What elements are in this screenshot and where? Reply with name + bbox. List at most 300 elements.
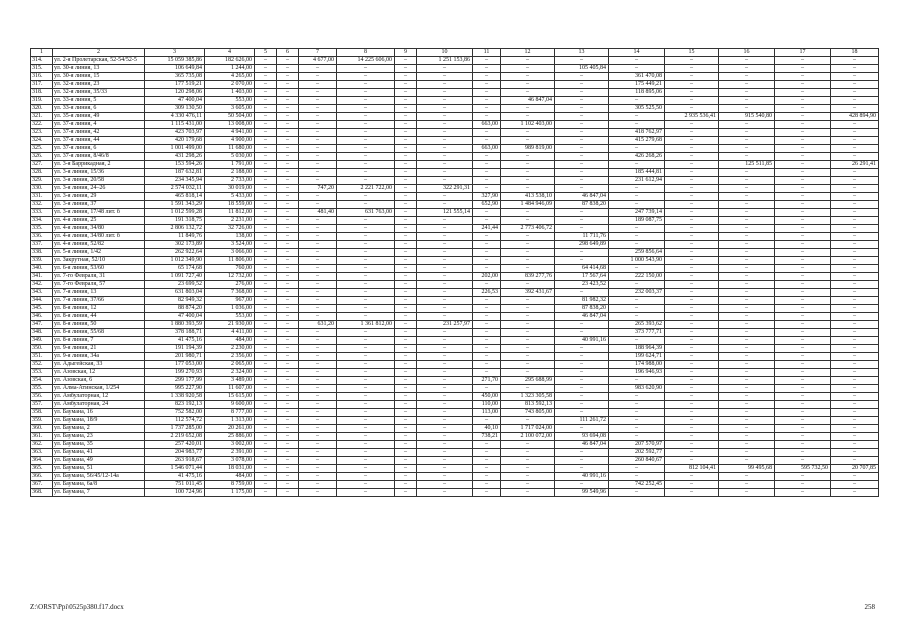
value-cell: – <box>665 145 719 153</box>
table-row <box>31 361 879 369</box>
row-index-cell: 368. <box>31 489 53 497</box>
value-cell: – <box>473 353 501 361</box>
value-cell: – <box>501 177 555 185</box>
value-cell: – <box>609 401 665 409</box>
value-cell: – <box>719 433 775 441</box>
value-cell: – <box>665 73 719 81</box>
value-cell: – <box>665 209 719 217</box>
value-cell: – <box>395 369 417 377</box>
value-cell: 40,10 <box>473 425 501 433</box>
value-cell: – <box>255 249 277 257</box>
value-cell: 189 087,75 <box>609 217 665 225</box>
value-cell: – <box>719 369 775 377</box>
value-cell: – <box>255 145 277 153</box>
value-cell: 25 886,00 <box>205 433 255 441</box>
value-cell: – <box>395 377 417 385</box>
row-index-cell: 325. <box>31 145 53 153</box>
value-cell: 663,00 <box>473 121 501 129</box>
address-cell: ул. 7-го Февраля, 31 <box>53 273 145 281</box>
value-cell: 2 574 032,11 <box>145 185 205 193</box>
value-cell: – <box>299 337 337 345</box>
value-cell: – <box>665 201 719 209</box>
value-cell: 64 414,68 <box>555 265 609 273</box>
value-cell: – <box>831 89 879 97</box>
row-index-cell: 330. <box>31 185 53 193</box>
value-cell: – <box>719 209 775 217</box>
value-cell: 4 265,00 <box>205 73 255 81</box>
value-cell: – <box>395 441 417 449</box>
row-index-cell: 335. <box>31 225 53 233</box>
value-cell: – <box>417 313 473 321</box>
value-cell: 113,00 <box>473 409 501 417</box>
value-cell: – <box>501 473 555 481</box>
value-cell: 3 489,00 <box>205 377 255 385</box>
column-number-header: 13 <box>555 49 609 57</box>
value-cell: – <box>831 425 879 433</box>
value-cell: – <box>337 113 395 121</box>
value-cell: – <box>555 289 609 297</box>
table-row <box>31 73 879 81</box>
value-cell: – <box>337 169 395 177</box>
value-cell: – <box>473 73 501 81</box>
value-cell: – <box>609 433 665 441</box>
value-cell: – <box>555 249 609 257</box>
value-cell: – <box>337 385 395 393</box>
value-cell: – <box>719 321 775 329</box>
value-cell: – <box>831 65 879 73</box>
address-cell: ул. 3-я линия, 29 <box>53 193 145 201</box>
value-cell: 4 941,00 <box>205 129 255 137</box>
value-cell: – <box>337 361 395 369</box>
value-cell: – <box>417 441 473 449</box>
value-cell: – <box>665 217 719 225</box>
value-cell: – <box>831 169 879 177</box>
value-cell: – <box>299 281 337 289</box>
value-cell: 2 935 536,41 <box>665 113 719 121</box>
value-cell: – <box>665 361 719 369</box>
value-cell: – <box>395 321 417 329</box>
value-cell: – <box>337 73 395 81</box>
value-cell: 378 188,71 <box>145 329 205 337</box>
column-number-header: 5 <box>255 49 277 57</box>
value-cell: – <box>831 417 879 425</box>
table-row <box>31 169 879 177</box>
column-number-header: 9 <box>395 49 417 57</box>
value-cell: – <box>775 313 831 321</box>
value-cell: 595 732,50 <box>775 465 831 473</box>
value-cell: – <box>501 233 555 241</box>
value-cell: – <box>719 329 775 337</box>
value-cell: 823 192,13 <box>145 401 205 409</box>
value-cell: – <box>665 257 719 265</box>
value-cell: – <box>609 97 665 105</box>
column-number-header: 10 <box>417 49 473 57</box>
value-cell: – <box>775 329 831 337</box>
value-cell: – <box>277 265 299 273</box>
value-cell: – <box>719 409 775 417</box>
value-cell: 327,90 <box>473 193 501 201</box>
value-cell: – <box>255 441 277 449</box>
value-cell: – <box>395 281 417 289</box>
table-row <box>31 345 879 353</box>
value-cell: – <box>609 121 665 129</box>
row-index-cell: 346. <box>31 313 53 321</box>
value-cell: 2 070,00 <box>205 81 255 89</box>
value-cell: – <box>555 481 609 489</box>
value-cell: – <box>719 441 775 449</box>
address-cell: ул. 3-я линия, 15/36 <box>53 169 145 177</box>
value-cell: 13 008,00 <box>205 121 255 129</box>
value-cell: 231 612,94 <box>609 177 665 185</box>
value-cell: – <box>417 473 473 481</box>
value-cell: – <box>665 249 719 257</box>
value-cell: – <box>501 241 555 249</box>
value-cell: – <box>501 81 555 89</box>
value-cell: – <box>665 177 719 185</box>
value-cell: – <box>337 265 395 273</box>
table-row <box>31 121 879 129</box>
value-cell: – <box>719 145 775 153</box>
value-cell: – <box>277 441 299 449</box>
value-cell: – <box>473 65 501 73</box>
column-number-header: 17 <box>775 49 831 57</box>
value-cell: – <box>255 185 277 193</box>
value-cell: 652,90 <box>473 201 501 209</box>
value-cell: – <box>277 449 299 457</box>
value-cell: 15 615,00 <box>205 393 255 401</box>
address-cell: ул. 37-я линия, 42 <box>53 129 145 137</box>
value-cell: 431 298,26 <box>145 153 205 161</box>
value-cell: – <box>555 169 609 177</box>
value-cell: 125 511,85 <box>719 161 775 169</box>
value-cell: – <box>609 305 665 313</box>
column-number-header: 8 <box>337 49 395 57</box>
value-cell: – <box>775 257 831 265</box>
value-cell: – <box>775 57 831 65</box>
value-cell: 191 318,75 <box>145 217 205 225</box>
value-cell: – <box>299 81 337 89</box>
value-cell: – <box>831 329 879 337</box>
value-cell: – <box>501 297 555 305</box>
value-cell: – <box>501 129 555 137</box>
value-cell: – <box>473 81 501 89</box>
value-cell: 2 065,00 <box>205 361 255 369</box>
address-cell: ул. 4-я линия, 34/80 <box>53 225 145 233</box>
value-cell: – <box>255 233 277 241</box>
value-cell: 631,20 <box>299 321 337 329</box>
value-cell: 11 711,76 <box>555 233 609 241</box>
value-cell: – <box>719 305 775 313</box>
value-cell: – <box>473 305 501 313</box>
value-cell: – <box>277 89 299 97</box>
row-index-cell: 344. <box>31 297 53 305</box>
value-cell: 743 805,00 <box>501 409 555 417</box>
value-cell: – <box>775 273 831 281</box>
value-cell: – <box>255 97 277 105</box>
value-cell: – <box>665 241 719 249</box>
value-cell: – <box>277 361 299 369</box>
value-cell: – <box>299 409 337 417</box>
column-number-header: 2 <box>53 49 145 57</box>
value-cell: – <box>719 273 775 281</box>
value-cell: – <box>831 345 879 353</box>
value-cell: – <box>831 489 879 497</box>
row-index-cell: 351. <box>31 353 53 361</box>
value-cell: – <box>299 225 337 233</box>
value-cell: – <box>255 489 277 497</box>
value-cell: – <box>417 137 473 145</box>
value-cell: 12 732,00 <box>205 273 255 281</box>
value-cell: – <box>299 393 337 401</box>
value-cell: – <box>277 409 299 417</box>
value-cell: – <box>417 337 473 345</box>
value-cell: 202,00 <box>473 273 501 281</box>
value-cell: 423 703,97 <box>145 129 205 137</box>
value-cell: 177 519,21 <box>145 81 205 89</box>
value-cell: – <box>395 193 417 201</box>
value-cell: – <box>277 425 299 433</box>
value-cell: – <box>609 465 665 473</box>
value-cell: – <box>665 481 719 489</box>
table-row <box>31 489 879 497</box>
value-cell: – <box>337 129 395 137</box>
value-cell: – <box>299 177 337 185</box>
value-cell: – <box>555 97 609 105</box>
value-cell: 23 699,52 <box>145 281 205 289</box>
value-cell: – <box>395 489 417 497</box>
value-cell: – <box>277 305 299 313</box>
value-cell: – <box>277 217 299 225</box>
value-cell: – <box>719 393 775 401</box>
value-cell: – <box>719 473 775 481</box>
value-cell: 631 763,00 <box>337 209 395 217</box>
value-cell: – <box>719 121 775 129</box>
value-cell: – <box>501 369 555 377</box>
value-cell: 1 403,00 <box>205 89 255 97</box>
value-cell: – <box>831 233 879 241</box>
value-cell: 20 707,85 <box>831 465 879 473</box>
address-cell: ул. 9-я линия, 21 <box>53 345 145 353</box>
value-cell: – <box>417 97 473 105</box>
value-cell: – <box>555 345 609 353</box>
value-cell: – <box>555 425 609 433</box>
row-index-cell: 337. <box>31 241 53 249</box>
value-cell: – <box>775 417 831 425</box>
value-cell: – <box>555 465 609 473</box>
value-cell: 276,00 <box>205 281 255 289</box>
value-cell: – <box>609 489 665 497</box>
value-cell: – <box>417 385 473 393</box>
value-cell: – <box>775 153 831 161</box>
value-cell: – <box>501 265 555 273</box>
value-cell: 2 221 722,00 <box>337 185 395 193</box>
value-cell: – <box>337 153 395 161</box>
address-cell: ул. Баумана, 16 <box>53 409 145 417</box>
address-cell: ул. 30-я линия, 13 <box>53 65 145 73</box>
value-cell: – <box>277 81 299 89</box>
row-index-cell: 319. <box>31 97 53 105</box>
value-cell: – <box>473 249 501 257</box>
value-cell: – <box>473 113 501 121</box>
value-cell: – <box>501 209 555 217</box>
value-cell: – <box>277 233 299 241</box>
value-cell: – <box>337 177 395 185</box>
value-cell: 309 130,50 <box>145 105 205 113</box>
value-cell: – <box>719 97 775 105</box>
table-row <box>31 113 879 121</box>
value-cell: 202 592,77 <box>609 449 665 457</box>
row-index-cell: 323. <box>31 129 53 137</box>
address-cell: ул. 3-я линия, 20/58 <box>53 177 145 185</box>
value-cell: 299 177,99 <box>145 377 205 385</box>
value-cell: – <box>417 73 473 81</box>
value-cell: – <box>395 97 417 105</box>
value-cell: – <box>775 441 831 449</box>
address-cell: ул. 37-я линия, 44 <box>53 137 145 145</box>
value-cell: 989 819,00 <box>501 145 555 153</box>
row-index-cell: 362. <box>31 441 53 449</box>
value-cell: 4 330 476,11 <box>145 113 205 121</box>
value-cell: – <box>417 81 473 89</box>
value-cell: – <box>299 241 337 249</box>
column-number-header: 11 <box>473 49 501 57</box>
value-cell: – <box>555 89 609 97</box>
value-cell: 2 773 406,72 <box>501 225 555 233</box>
value-cell: 392 431,67 <box>501 289 555 297</box>
value-cell: – <box>831 153 879 161</box>
value-cell: – <box>775 385 831 393</box>
row-index-cell: 350. <box>31 345 53 353</box>
value-cell: – <box>831 353 879 361</box>
value-cell: 18 559,00 <box>205 201 255 209</box>
row-index-cell: 339. <box>31 257 53 265</box>
value-cell: – <box>395 385 417 393</box>
row-index-cell: 345. <box>31 305 53 313</box>
value-cell: – <box>277 129 299 137</box>
value-cell: – <box>277 313 299 321</box>
table-row <box>31 409 879 417</box>
value-cell: 1 175,00 <box>205 489 255 497</box>
value-cell: – <box>337 217 395 225</box>
value-cell: – <box>299 489 337 497</box>
table-body <box>31 57 879 497</box>
value-cell: 7 368,00 <box>205 289 255 297</box>
value-cell: 1 591 343,29 <box>145 201 205 209</box>
address-cell: ул. 33-я линия, 6 <box>53 105 145 113</box>
value-cell: – <box>555 177 609 185</box>
value-cell: – <box>775 137 831 145</box>
value-cell: 82 949,32 <box>145 297 205 305</box>
value-cell: – <box>337 449 395 457</box>
value-cell: 232 003,37 <box>609 289 665 297</box>
value-cell: – <box>473 209 501 217</box>
address-cell: ул. 4-я линия, 34/80 лит. б <box>53 233 145 241</box>
value-cell: – <box>395 177 417 185</box>
address-cell: ул. Баумана, 18/9 <box>53 417 145 425</box>
value-cell: 2 100 072,00 <box>501 433 555 441</box>
value-cell: 50 504,00 <box>205 113 255 121</box>
value-cell: 199 624,71 <box>609 353 665 361</box>
value-cell: – <box>299 145 337 153</box>
value-cell: – <box>299 329 337 337</box>
row-index-cell: 357. <box>31 401 53 409</box>
value-cell: 111 261,72 <box>555 417 609 425</box>
value-cell: – <box>337 137 395 145</box>
value-cell: 812 104,41 <box>665 465 719 473</box>
value-cell: – <box>395 137 417 145</box>
value-cell: 204 983,77 <box>145 449 205 457</box>
value-cell: – <box>299 137 337 145</box>
value-cell: – <box>395 417 417 425</box>
value-cell: – <box>609 281 665 289</box>
value-cell: – <box>501 417 555 425</box>
value-cell: – <box>255 193 277 201</box>
value-cell: – <box>665 377 719 385</box>
value-cell: – <box>719 345 775 353</box>
value-cell: – <box>719 425 775 433</box>
value-cell: – <box>555 137 609 145</box>
value-cell: – <box>665 441 719 449</box>
value-cell: – <box>417 281 473 289</box>
table-row <box>31 297 879 305</box>
table-row <box>31 457 879 465</box>
value-cell: 226,53 <box>473 289 501 297</box>
value-cell: – <box>609 225 665 233</box>
value-cell: 2 806 132,72 <box>145 225 205 233</box>
table-row <box>31 425 879 433</box>
value-cell: 4 411,00 <box>205 329 255 337</box>
value-cell: – <box>665 289 719 297</box>
address-cell: ул. Баумана, 56/45/12-14а <box>53 473 145 481</box>
value-cell: 298 649,89 <box>555 241 609 249</box>
value-cell: – <box>277 385 299 393</box>
value-cell: – <box>255 129 277 137</box>
value-cell: – <box>395 249 417 257</box>
value-cell: – <box>831 297 879 305</box>
row-index-cell: 317. <box>31 81 53 89</box>
value-cell: – <box>337 473 395 481</box>
value-cell: – <box>831 481 879 489</box>
address-cell: ул. Баумана, 6а/8 <box>53 481 145 489</box>
value-cell: – <box>831 457 879 465</box>
value-cell: 365 735,08 <box>145 73 205 81</box>
value-cell: – <box>665 457 719 465</box>
value-cell: – <box>255 73 277 81</box>
value-cell: – <box>775 113 831 121</box>
value-cell: 271,70 <box>473 377 501 385</box>
value-cell: – <box>473 241 501 249</box>
value-cell: – <box>299 161 337 169</box>
value-cell: – <box>775 121 831 129</box>
value-cell: – <box>255 201 277 209</box>
value-cell: – <box>299 193 337 201</box>
address-cell: ул. 35-я линия, 49 <box>53 113 145 121</box>
value-cell: 663,00 <box>473 145 501 153</box>
value-cell: – <box>417 425 473 433</box>
value-cell: – <box>277 241 299 249</box>
column-number-header: 7 <box>299 49 337 57</box>
value-cell: – <box>609 145 665 153</box>
value-cell: 738,21 <box>473 433 501 441</box>
value-cell: – <box>417 417 473 425</box>
value-cell: – <box>395 329 417 337</box>
value-cell: – <box>831 257 879 265</box>
value-cell: – <box>473 369 501 377</box>
row-index-cell: 359. <box>31 417 53 425</box>
value-cell: – <box>665 417 719 425</box>
value-cell: – <box>501 449 555 457</box>
table-row <box>31 273 879 281</box>
